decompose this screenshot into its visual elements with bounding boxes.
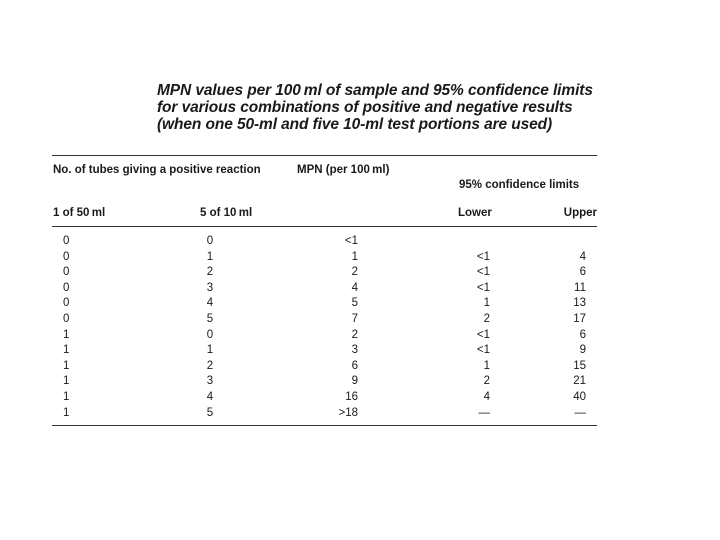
cell-1-of-50ml: 0 (63, 235, 70, 247)
cell-upper: 15 (573, 359, 586, 372)
cell-upper: — (574, 406, 586, 419)
cell-mpn: 2 (351, 266, 358, 279)
cell-1-of-50ml: 1 (63, 375, 70, 388)
cell-5-of-10ml: 1 (206, 344, 214, 357)
cell-1-of-50ml: 1 (63, 344, 70, 357)
cell-lower: 2 (483, 313, 490, 325)
cell-mpn: 16 (345, 391, 358, 403)
cell-mpn: 5 (351, 297, 358, 310)
cell-1-of-50ml: 0 (63, 281, 70, 294)
cell-mpn: 9 (351, 375, 358, 388)
cell-mpn: 1 (351, 250, 358, 263)
cell-lower: <1 (476, 344, 490, 357)
header-mpn: MPN (per 100 ml) (297, 164, 390, 176)
cell-1-of-50ml: 1 (63, 391, 70, 403)
cell-lower: 1 (483, 297, 490, 310)
cell-1-of-50ml: 0 (63, 250, 70, 263)
cell-lower: 2 (483, 375, 490, 388)
cell-mpn: 3 (351, 344, 358, 357)
cell-mpn: 2 (351, 328, 358, 341)
cell-lower: 1 (483, 359, 490, 372)
cell-5-of-10ml: 0 (206, 328, 214, 341)
header-lower: Lower (458, 207, 492, 219)
cell-lower: <1 (476, 250, 490, 263)
header-upper: Upper (563, 207, 597, 219)
cell-5-of-10ml: 3 (206, 375, 214, 388)
cell-upper: 4 (579, 250, 586, 263)
cell-lower: — (478, 406, 490, 419)
cell-5-of-10ml: 5 (206, 406, 214, 419)
cell-upper: 9 (579, 344, 586, 357)
cell-1-of-50ml: 0 (63, 266, 70, 279)
cell-mpn: 4 (351, 281, 358, 294)
cell-5-of-10ml: 5 (206, 313, 214, 325)
top-rule (52, 155, 597, 156)
cell-1-of-50ml: 0 (63, 297, 70, 310)
cell-1-of-50ml: 1 (63, 359, 70, 372)
cell-upper: 21 (573, 375, 586, 388)
cell-upper: 17 (573, 313, 586, 325)
cell-mpn: <1 (344, 235, 358, 247)
cell-5-of-10ml: 1 (206, 250, 214, 263)
cell-mpn: 7 (351, 313, 358, 325)
header-confidence-limits: 95% confidence limits (459, 179, 580, 191)
cell-upper: 11 (574, 281, 586, 294)
cell-1-of-50ml: 1 (63, 406, 70, 419)
cell-5-of-10ml: 2 (206, 359, 214, 372)
cell-5-of-10ml: 0 (206, 235, 214, 247)
cell-upper: 13 (573, 297, 586, 310)
cell-1-of-50ml: 1 (63, 328, 70, 341)
cell-lower: 4 (483, 391, 490, 403)
cell-1-of-50ml: 0 (63, 313, 70, 325)
cell-mpn: 6 (351, 359, 358, 372)
header-rule (52, 226, 597, 227)
cell-lower: <1 (476, 281, 490, 294)
header-tubes-group: No. of tubes giving a positive reaction (53, 164, 261, 176)
cell-lower: <1 (476, 328, 490, 341)
cell-mpn: >18 (338, 406, 358, 419)
cell-5-of-10ml: 4 (206, 391, 214, 403)
cell-lower: <1 (476, 266, 490, 279)
cell-5-of-10ml: 3 (206, 281, 214, 294)
bottom-rule (52, 425, 597, 426)
cell-5-of-10ml: 4 (206, 297, 214, 310)
cell-5-of-10ml: 2 (206, 266, 214, 279)
cell-upper: 40 (573, 391, 586, 403)
table-caption: MPN values per 100 ml of sample and 95% confidence limits for various combinations of positive and negative results (when one 50-ml and five 10-ml test portions are used) (157, 82, 593, 133)
cell-upper: 6 (579, 328, 586, 341)
header-1-of-50ml: 1 of 50 ml (53, 207, 106, 219)
header-5-of-10ml: 5 of 10 ml (200, 207, 253, 219)
cell-upper: 6 (579, 266, 586, 279)
